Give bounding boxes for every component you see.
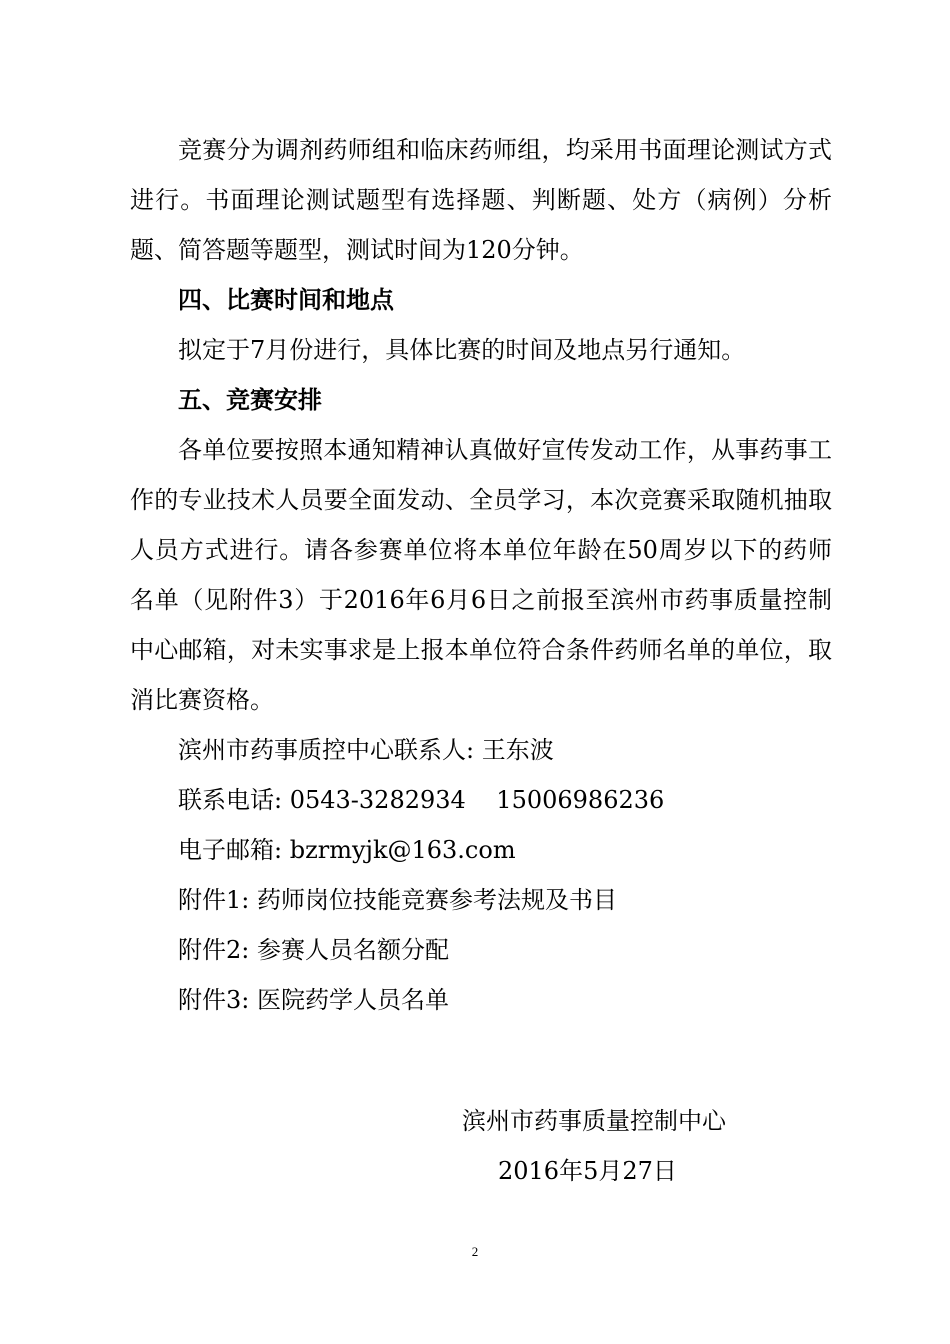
- section5-heading: 五、竞赛安排: [178, 386, 322, 414]
- section4-paragraph: 拟定于7月份进行，具体比赛的时间及地点另行通知。: [178, 336, 746, 364]
- signature-organization: 滨州市药事质量控制中心: [462, 1107, 726, 1135]
- page-number: 2: [471, 1244, 479, 1259]
- contact-phone: 联系电话: 0543-3282934 15006986236: [178, 786, 665, 814]
- section4-heading: 四、比赛时间和地点: [178, 286, 394, 314]
- section5-paragraph: 各单位要按照本通知精神认真做好宣传发动工作，从事药事工作的专业技术人员要全面发动、全员学习，本次竞赛采取随机抽取人员方式进行。请各参赛单位将本单位年龄在50周岁以下的药师名单（见附件3）于2016年6月6日之前报至滨州市药事质量控制中心邮箱，对未实事求是上报本单位符合条件药师名单的单位，取消比赛资格。: [130, 436, 832, 714]
- attachment-2: 附件2: 参赛人员名额分配: [178, 936, 449, 964]
- signature-date: 2016年5月27日: [498, 1157, 677, 1185]
- document-body: [130, 125, 832, 1025]
- contact-person: 滨州市药事质控中心联系人: 王东波: [178, 736, 554, 764]
- attachment-1: 附件1: 药师岗位技能竞赛参考法规及书目: [178, 886, 617, 914]
- contact-email: 电子邮箱: bzrmyjk@163.com: [178, 836, 516, 864]
- attachment-3: 附件3: 医院药学人员名单: [178, 986, 449, 1014]
- section3-paragraph: 竞赛分为调剂药师组和临床药师组，均采用书面理论测试方式进行。书面理论测试题型有选择题、判断题、处方（病例）分析题、简答题等题型，测试时间为120分钟。: [130, 136, 832, 264]
